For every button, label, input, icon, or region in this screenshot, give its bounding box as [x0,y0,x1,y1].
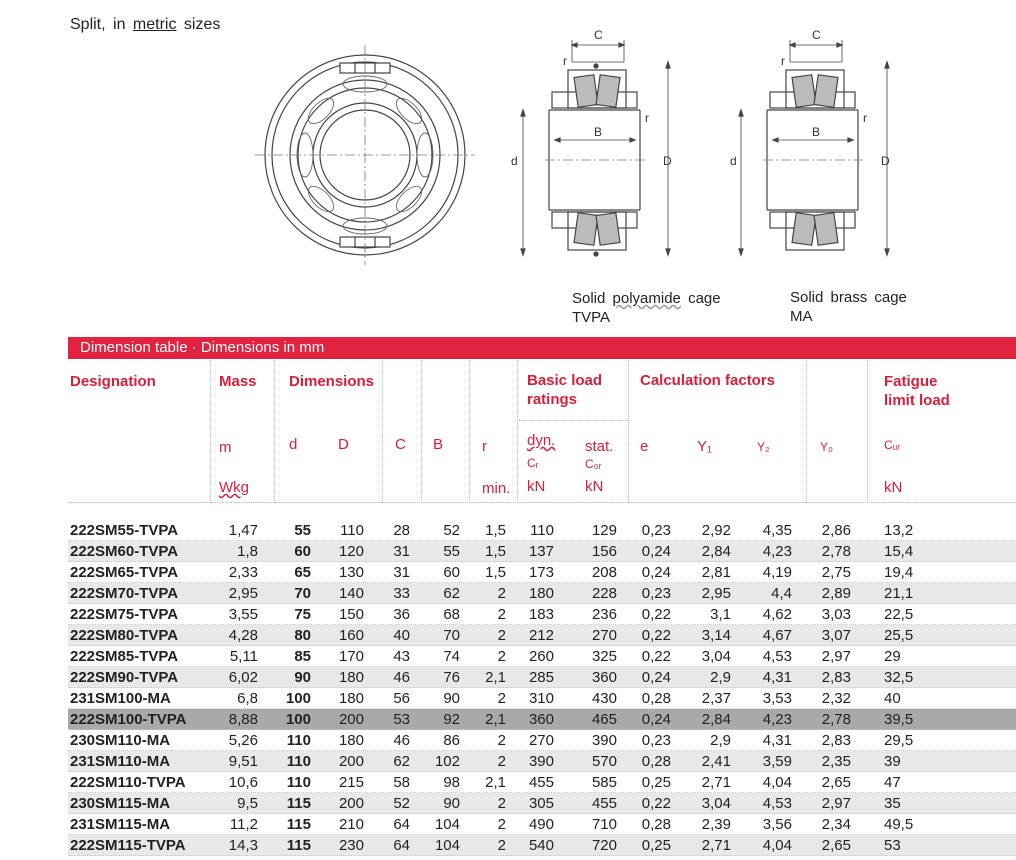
cell-d: 215 [338,774,364,791]
sub-r-min: min. [482,480,511,497]
cell-e: 0,22 [641,606,671,623]
cell-cur: 49,5 [884,816,914,833]
cell-y2: 4,31 [762,669,792,686]
cell-y2: 4,23 [762,543,792,560]
cell-r: 1,5 [485,522,506,539]
cell-d: 115 [286,795,311,812]
cell-designation: 230SM110-MA [70,732,171,749]
cell-y0: 2,75 [821,564,851,581]
sub-r: r [482,438,487,455]
cell-cur: 22,5 [884,606,914,623]
bearing-drawings [0,0,1016,335]
cell-e: 0,24 [641,564,671,581]
cell-b: 98 [443,774,460,791]
cell-e: 0,23 [641,732,671,749]
cell-b: 62 [443,585,460,602]
cell-y2: 4,4 [771,585,792,602]
sub-m: m [219,439,232,456]
cell-d: 70 [294,585,311,602]
cell-b: 92 [443,711,460,728]
label-D-polyamide: D [663,154,672,168]
cell-y0: 2,89 [821,585,851,602]
cell-y0: 2,65 [821,774,851,791]
cell-d: 160 [338,627,364,644]
sub-kN-fatigue: kN [884,479,903,496]
cell-e: 0,28 [641,816,671,833]
cell-b: 86 [443,732,460,749]
cell-d: 65 [294,564,311,581]
cell-cur: 25,5 [884,627,914,644]
cell-b: 70 [443,627,460,644]
cell-d: 200 [338,753,364,770]
cell-d: 110 [286,774,311,791]
cell-e: 0,22 [641,795,671,812]
label-B-polyamide: B [594,125,603,139]
cell-r: 2 [497,627,506,644]
cell-e: 0,24 [641,669,671,686]
bearing-front-view [255,45,475,265]
cell-designation: 222SM100-TVPA [70,711,187,728]
cell-c0r: 720 [591,837,617,854]
cell-r: 2,1 [485,711,506,728]
cell-c0r: 236 [591,606,617,623]
table-row [68,625,1016,646]
cell-y2: 4,62 [762,606,792,623]
sub-Y2: Y₂ [757,440,770,454]
cell-b: 104 [434,837,460,854]
subtitle-prefix: Split, in [70,16,133,33]
table-row [68,688,1016,709]
cell-designation: 222SM65-TVPA [70,564,179,581]
cell-cr: 137 [528,543,554,560]
cell-b: 90 [443,795,460,812]
cell-e: 0,23 [641,585,671,602]
cell-r: 2 [497,732,506,749]
cell-e: 0,22 [641,627,671,644]
cell-e: 0,23 [641,522,671,539]
cell-d: 170 [338,648,364,665]
cell-cr: 360 [528,711,554,728]
cell-c0r: 710 [591,816,617,833]
cell-d: 100 [285,711,311,728]
cell-e: 0,24 [641,543,671,560]
cell-designation: 222SM70-TVPA [70,585,179,602]
cell-cur: 35 [884,795,901,812]
cell-b: 74 [443,648,460,665]
table-row [68,793,1016,814]
label-d-brass: d [730,154,737,168]
cell-y1: 2,71 [701,774,731,791]
sub-d: d [289,436,298,453]
cell-d: 200 [338,711,364,728]
cell-e: 0,25 [641,774,671,791]
cell-designation: 222SM80-TVPA [70,627,179,644]
cell-y1: 3,04 [701,648,731,665]
cell-b: 68 [443,606,460,623]
cell-y0: 2,97 [821,648,851,665]
table-row [68,730,1016,751]
cell-y1: 2,9 [710,732,731,749]
cell-b: 90 [443,690,460,707]
cell-y2: 4,04 [762,774,792,791]
cell-mass: 2,95 [228,585,258,602]
cell-d: 110 [286,753,311,770]
cell-d: 90 [294,669,311,686]
cell-c: 58 [393,774,410,791]
cell-r: 2,1 [485,669,506,686]
cell-y1: 2,71 [701,837,731,854]
cell-d: 230 [338,837,364,854]
header-basic-load-2: ratings [527,391,578,408]
table-row [68,604,1016,625]
label-d-polyamide: d [511,154,518,168]
polyamide-link[interactable]: polyamide [612,290,681,307]
cell-cur: 32,5 [884,669,914,686]
cell-r: 2 [497,690,506,707]
cell-d: 80 [294,627,311,644]
cell-c0r: 430 [591,690,617,707]
cell-y0: 2,86 [821,522,851,539]
cell-y0: 2,35 [821,753,851,770]
cell-c0r: 325 [591,648,617,665]
sub-C0r: C₀ᵣ [585,457,602,471]
cell-y1: 2,37 [701,690,731,707]
cell-cr: 110 [530,522,554,539]
table-row [68,667,1016,688]
cell-c: 46 [393,732,410,749]
cell-c0r: 360 [591,669,617,686]
cell-y0: 2,83 [821,669,851,686]
table-row [68,562,1016,583]
cell-c0r: 465 [591,711,617,728]
cell-r: 1,5 [485,543,506,560]
cell-y1: 2,92 [701,522,731,539]
sub-dyn: dyn. [527,432,556,449]
table-row [68,772,1016,793]
cell-e: 0,28 [641,753,671,770]
cell-d: 100 [285,690,311,707]
table-row [68,583,1016,604]
cell-y0: 2,78 [821,543,851,560]
cell-y1: 3,1 [710,606,731,623]
cell-e: 0,24 [641,711,671,728]
cell-cr: 212 [528,627,554,644]
cell-y0: 2,32 [821,690,851,707]
cell-designation: 222SM75-TVPA [70,606,179,623]
bearing-section-polyamide [521,40,670,256]
cell-c: 46 [393,669,410,686]
cell-mass: 4,28 [228,627,258,644]
cell-cur: 53 [884,837,901,854]
cell-cur: 40 [884,690,901,707]
cell-r: 2 [497,837,506,854]
cell-e: 0,22 [641,648,671,665]
bearing-section-brass [739,40,889,255]
cell-y2: 4,04 [762,837,792,854]
cell-cr: 455 [528,774,554,791]
cell-r: 2,1 [485,774,506,791]
cell-y2: 3,53 [762,690,792,707]
table-row [68,751,1016,772]
cell-r: 2 [497,606,506,623]
cell-c0r: 585 [591,774,617,791]
label-D-brass: D [881,154,890,168]
cell-d: 75 [294,606,311,623]
cell-c0r: 570 [591,753,617,770]
cell-cr: 173 [528,564,554,581]
cell-cr: 183 [528,606,554,623]
cell-cr: 390 [528,753,554,770]
cell-mass: 11,2 [229,816,258,833]
cell-c0r: 228 [591,585,617,602]
table-row [68,646,1016,667]
cell-cr: 305 [528,795,554,812]
cell-designation: 222SM60-TVPA [70,543,179,560]
label-r-polyamide-side: r [645,111,649,125]
cell-r: 1,5 [485,564,506,581]
cell-r: 2 [497,585,506,602]
cell-c: 53 [393,711,410,728]
label-r-brass-top: r [781,54,785,68]
cell-c: 62 [393,753,410,770]
cell-y2: 4,53 [762,795,792,812]
cell-d: 210 [338,816,364,833]
cell-cur: 21,1 [884,585,914,602]
cell-d: 150 [338,606,364,623]
cell-cr: 490 [528,816,554,833]
cell-y2: 4,35 [762,522,792,539]
cell-mass: 6,8 [237,690,258,707]
cell-y2: 3,59 [762,753,792,770]
cell-mass: 3,55 [228,606,258,623]
cell-c: 64 [393,816,410,833]
cell-mass: 10,6 [228,774,258,791]
cell-c0r: 208 [591,564,617,581]
cell-b: 76 [443,669,460,686]
cell-c0r: 129 [591,522,617,539]
cell-c: 36 [393,606,410,623]
cell-mass: 5,26 [228,732,258,749]
cell-c0r: 390 [591,732,617,749]
cell-d: 180 [338,732,364,749]
header-mass: Mass [219,373,257,390]
dimension-table-banner: Dimension table · Dimensions in mm [68,337,1016,359]
caption-brass-cage: Solid brass cage MA [790,289,907,325]
cell-d: 120 [338,543,364,560]
metric-link[interactable]: metric [132,16,177,33]
sub-Y0: Y₀ [820,440,833,454]
cell-d: 140 [338,585,364,602]
cell-r: 2 [497,795,506,812]
cell-designation: 222SM110-TVPA [70,774,186,791]
header-designation: Designation [70,373,156,390]
caption-code-tvpa: TVPA [572,309,611,326]
cell-mass: 14,3 [228,837,258,854]
cell-cr: 285 [528,669,554,686]
cell-y1: 2,84 [701,711,731,728]
sub-C: C [395,436,406,453]
cell-designation: 230SM115-MA [70,795,171,812]
cell-c: 31 [393,564,410,581]
cell-y1: 2,41 [701,753,731,770]
caption-code-ma: MA [790,308,813,325]
header-basic-load-1: Basic load [527,372,603,389]
cell-c: 52 [393,795,410,812]
cell-y0: 3,07 [821,627,851,644]
cell-d: 180 [338,669,364,686]
cell-c0r: 156 [591,543,617,560]
header-fatigue-2: limit load [884,392,950,409]
label-r-brass-side: r [863,111,867,125]
sub-D: D [338,436,349,453]
sub-e: e [640,438,649,455]
cell-c0r: 270 [591,627,617,644]
table-row [68,520,1016,541]
cell-y0: 2,97 [821,795,851,812]
cell-y1: 2,81 [701,564,731,581]
sub-Cr: Cᵣ [527,456,539,470]
sub-stat: stat. [585,438,614,455]
table-row [68,709,1016,730]
cell-y0: 2,78 [821,711,851,728]
cell-y0: 3,03 [821,606,851,623]
cell-cur: 39,5 [884,711,914,728]
cell-cur: 19,4 [884,564,914,581]
cell-y2: 4,53 [762,648,792,665]
cell-c: 40 [393,627,410,644]
cell-mass: 1,8 [237,543,258,560]
cell-d: 55 [294,522,311,539]
cell-y2: 3,56 [762,816,792,833]
cell-b: 52 [443,522,460,539]
cell-r: 2 [497,816,506,833]
cell-designation: 222SM115-TVPA [70,837,186,854]
cell-y1: 2,84 [701,543,731,560]
cell-r: 2 [497,753,506,770]
cell-y1: 3,04 [701,795,731,812]
sub-kN-dyn: kN [527,478,546,495]
cell-cr: 180 [528,585,554,602]
cell-b: 102 [434,753,460,770]
cell-mass: 2,33 [228,564,258,581]
cell-d: 180 [338,690,364,707]
sub-kN-stat: kN [585,478,604,495]
cell-designation: 222SM55-TVPA [70,522,179,539]
label-C-polyamide: C [594,28,603,42]
cell-d: 115 [286,816,311,833]
cell-designation: 231SM115-MA [70,816,171,833]
cell-designation: 222SM85-TVPA [70,648,179,665]
label-B-brass: B [812,125,821,139]
sub-B: B [433,436,444,453]
cell-cr: 540 [528,837,554,854]
cell-cur: 29 [884,648,901,665]
cell-y2: 4,19 [762,564,792,581]
cell-designation: 231SM110-MA [70,753,171,770]
cell-y0: 2,83 [821,732,851,749]
cell-y2: 4,31 [762,732,792,749]
cell-cur: 29,5 [884,732,914,749]
cell-c0r: 455 [591,795,617,812]
cell-mass: 9,51 [228,753,258,770]
cell-y2: 4,23 [762,711,792,728]
caption-polyamide-cage: Solid polyamide cage TVPA [572,290,721,326]
table-row [68,541,1016,562]
cell-mass: 1,47 [228,522,258,539]
cell-b: 55 [443,543,460,560]
cell-y1: 2,95 [701,585,731,602]
cell-designation: 222SM90-TVPA [70,669,179,686]
cell-cur: 39 [884,753,901,770]
label-C-brass: C [812,28,821,42]
cell-d: 110 [340,522,364,539]
cell-c: 56 [393,690,410,707]
cell-y2: 4,67 [762,627,792,644]
cell-cr: 260 [528,648,554,665]
cell-c: 43 [393,648,410,665]
sub-Y1: Y₁ [697,438,713,455]
cell-mass: 6,02 [228,669,258,686]
cell-d: 115 [286,837,311,854]
header-dimensions: Dimensions [289,373,375,390]
header-calculation-factors: Calculation factors [640,372,776,389]
cell-y0: 2,34 [821,816,851,833]
cell-y0: 2,65 [821,837,851,854]
cell-b: 60 [443,564,460,581]
cell-cur: 47 [884,774,901,791]
table-row [68,835,1016,856]
sub-Cur: Cᵤᵣ [884,438,901,452]
table-row [68,814,1016,835]
cell-y1: 3,14 [701,627,731,644]
cell-mass: 8,88 [228,711,258,728]
cell-designation: 231SM100-MA [70,690,171,707]
cell-mass: 5,11 [229,648,258,665]
cell-d: 60 [294,543,311,560]
cell-c: 28 [393,522,410,539]
cell-e: 0,28 [641,690,671,707]
cell-mass: 9,5 [237,795,258,812]
cell-e: 0,25 [641,837,671,854]
header-fatigue-1: Fatigue [884,373,938,390]
cell-d: 85 [294,648,311,665]
cell-cr: 310 [528,690,554,707]
label-r-polyamide-top: r [563,54,567,68]
cell-y1: 2,39 [701,816,731,833]
cell-y1: 2,9 [710,669,731,686]
cell-c: 64 [393,837,410,854]
cell-c: 31 [393,543,410,560]
cell-r: 2 [497,648,506,665]
cell-d: 200 [338,795,364,812]
cell-cr: 270 [528,732,554,749]
sub-mass-unit: Wkg [219,479,249,496]
cell-cur: 15,4 [884,543,914,560]
cell-b: 104 [434,816,460,833]
subtitle-suffix: sizes [176,16,221,33]
cell-c: 33 [393,585,410,602]
cell-cur: 13,2 [884,522,914,539]
cell-d: 130 [338,564,364,581]
cell-d: 110 [286,732,311,749]
